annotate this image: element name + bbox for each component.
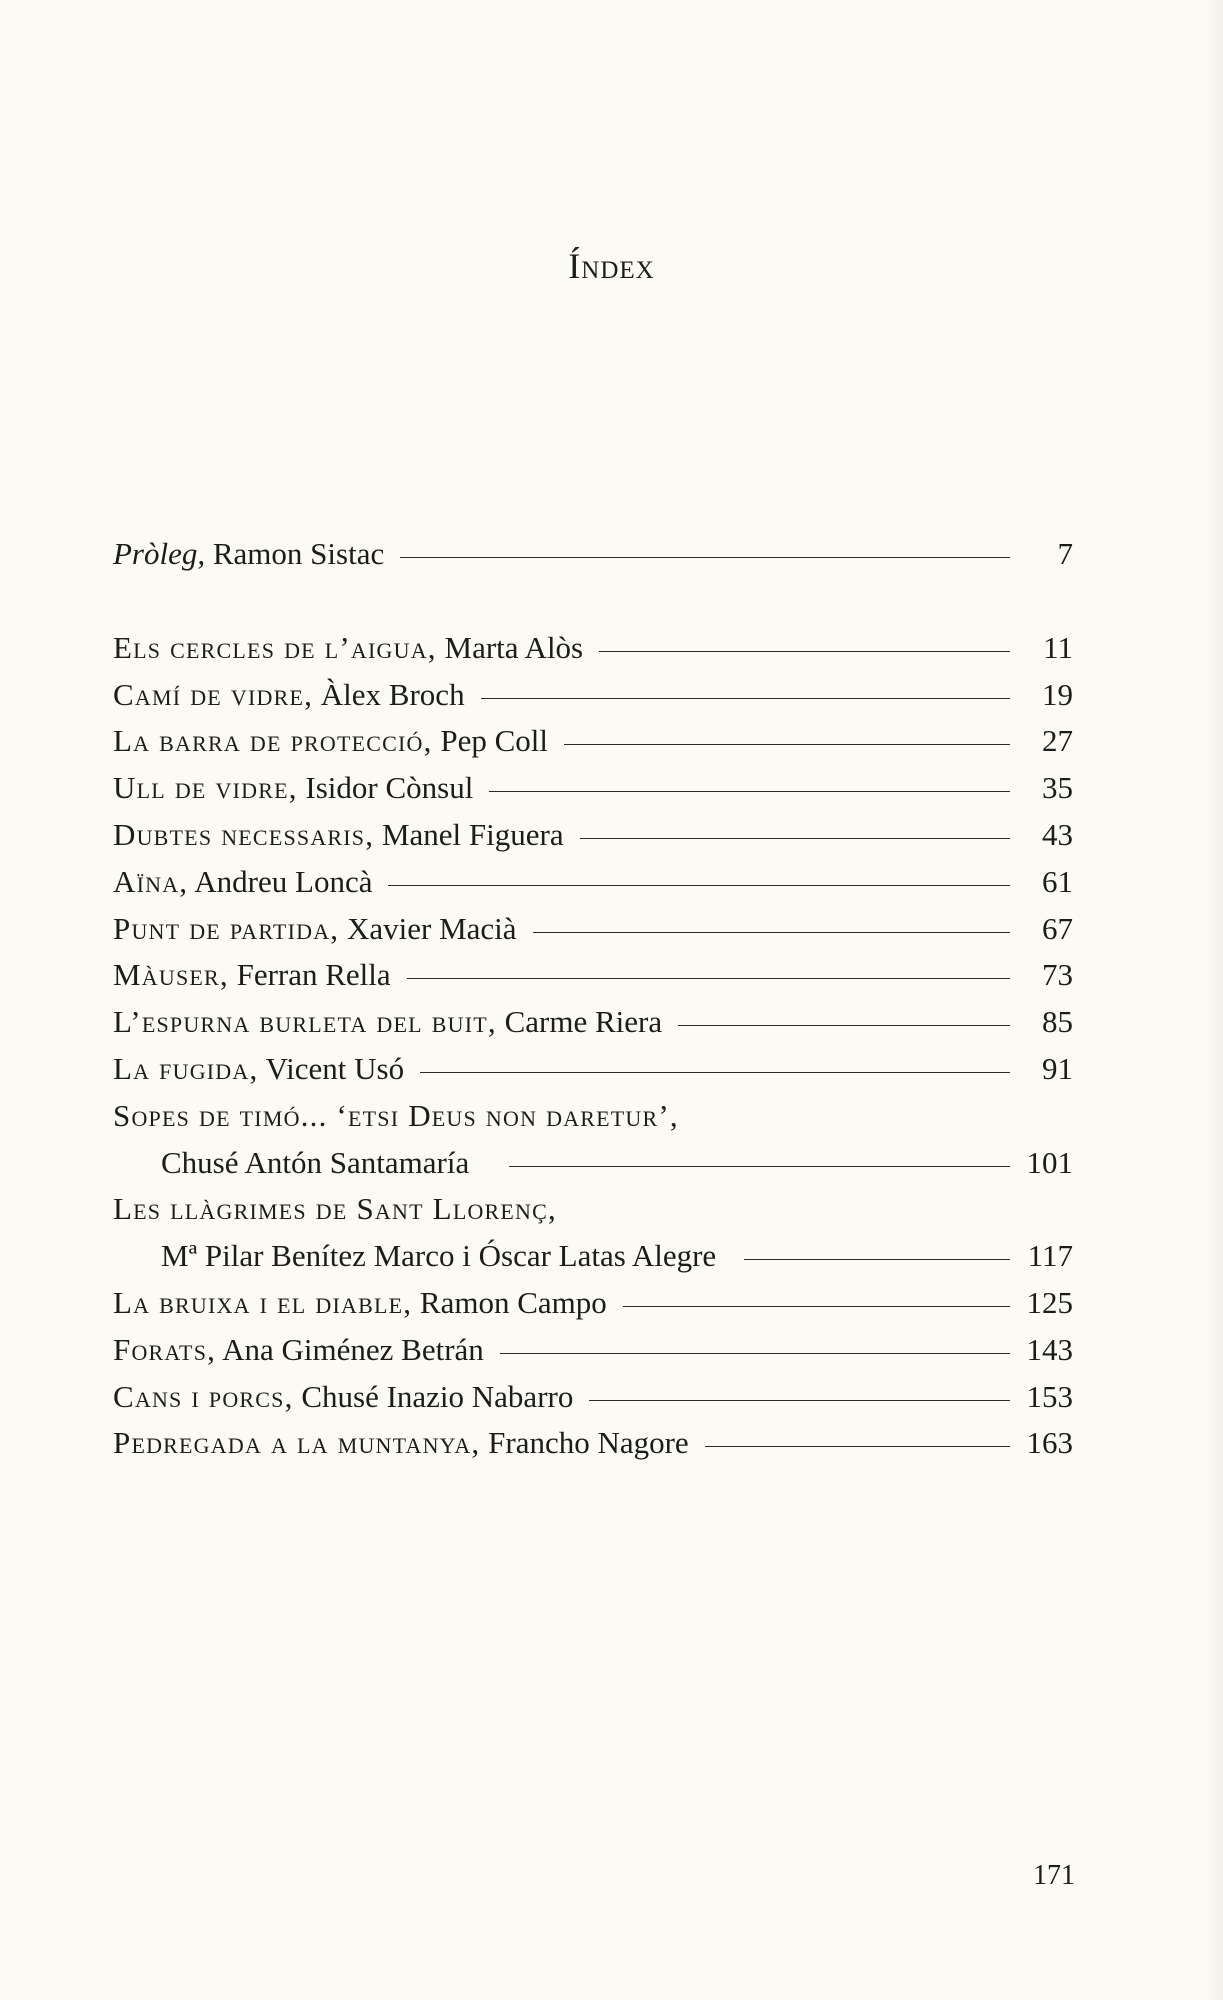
story-author: Àlex Broch bbox=[313, 676, 465, 712]
toc-row bbox=[113, 770, 1073, 817]
toc-row bbox=[113, 1051, 1073, 1098]
toc-entry-label bbox=[113, 1051, 404, 1087]
story-author: Pep Coll bbox=[432, 723, 548, 759]
dot-leader bbox=[407, 977, 1010, 979]
story-title: Cans i porcs, bbox=[113, 1378, 294, 1414]
page-number: 27 bbox=[1042, 723, 1073, 759]
toc-entry-label bbox=[113, 957, 391, 993]
story-title: Dubtes necessaris, bbox=[113, 816, 375, 852]
page-edge-shadow bbox=[1205, 0, 1223, 2000]
dot-leader bbox=[589, 1399, 1010, 1401]
story-title: La fugida, bbox=[113, 1050, 259, 1086]
dot-leader bbox=[580, 837, 1010, 839]
dot-leader bbox=[400, 556, 1010, 558]
page-number: 7 bbox=[1057, 536, 1073, 571]
story-title: Sopes de timó... ‘etsi Deus non daretur’, bbox=[113, 1097, 679, 1133]
toc-row bbox=[113, 957, 1073, 1004]
toc-row bbox=[113, 1379, 1073, 1426]
page-number: 85 bbox=[1042, 1004, 1073, 1040]
toc-row bbox=[113, 677, 1073, 724]
toc-row bbox=[113, 1332, 1073, 1379]
dot-leader bbox=[489, 790, 1010, 792]
page-number: 11 bbox=[1043, 629, 1073, 665]
story-author: Ferran Rella bbox=[228, 957, 391, 993]
toc-entry-label bbox=[113, 1379, 573, 1415]
dot-leader bbox=[678, 1024, 1010, 1026]
story-author: Carme Riera bbox=[496, 1004, 663, 1040]
page-number: 125 bbox=[1026, 1284, 1073, 1320]
story-author: Isidor Cònsul bbox=[297, 770, 474, 806]
page-number: 19 bbox=[1042, 676, 1073, 712]
dot-leader bbox=[509, 1165, 1010, 1167]
toc-entry-label bbox=[113, 1425, 689, 1461]
dot-leader bbox=[623, 1305, 1010, 1307]
toc-row bbox=[113, 1004, 1073, 1051]
story-title: Les llàgrimes de Sant Llorenç, bbox=[113, 1191, 557, 1227]
toc-entry-label bbox=[113, 630, 583, 666]
story-title: Camí de vidre, bbox=[113, 676, 314, 712]
toc-row bbox=[113, 817, 1073, 864]
page-number: 143 bbox=[1026, 1331, 1073, 1367]
toc-row bbox=[113, 911, 1073, 958]
story-author: Ana Giménez Betrán bbox=[216, 1331, 484, 1367]
story-title: L’espurna burleta del buit, bbox=[113, 1004, 497, 1040]
story-title: Els cercles de l’aigua, bbox=[113, 629, 437, 665]
dot-leader bbox=[564, 743, 1010, 745]
dot-leader bbox=[388, 884, 1010, 886]
toc-entry-label bbox=[113, 817, 564, 853]
table-of-contents bbox=[113, 536, 1073, 1472]
toc-entry-label bbox=[113, 677, 465, 713]
story-author: Mª Pilar Benítez Marco i Óscar Latas Alegre bbox=[161, 1238, 717, 1274]
toc-entry-label bbox=[113, 536, 384, 572]
dot-leader bbox=[420, 1071, 1010, 1073]
toc-entry-label bbox=[113, 770, 473, 806]
story-title: La bruixa i el diable, bbox=[113, 1284, 413, 1320]
story-author: Francho Nagore bbox=[480, 1425, 689, 1461]
dot-leader bbox=[744, 1258, 1010, 1260]
toc-row bbox=[113, 1285, 1073, 1332]
page-number: 91 bbox=[1042, 1050, 1073, 1086]
dot-leader bbox=[500, 1352, 1010, 1354]
story-author: Chusé Inazio Nabarro bbox=[293, 1378, 574, 1414]
dot-leader bbox=[599, 650, 1010, 652]
prologue-author: Ramon Sistac bbox=[205, 536, 385, 571]
page-number: 163 bbox=[1026, 1425, 1073, 1461]
page-number: 43 bbox=[1042, 816, 1073, 852]
toc-entry-label bbox=[113, 1285, 607, 1321]
story-title: Màuser, bbox=[113, 957, 229, 993]
toc-entry-label bbox=[113, 1004, 662, 1040]
toc-row-title-line bbox=[113, 1191, 1073, 1238]
story-title: Ull de vidre, bbox=[113, 770, 298, 806]
page-number: 67 bbox=[1042, 910, 1073, 946]
story-author: Xavier Macià bbox=[339, 910, 517, 946]
toc-entry-label bbox=[113, 1332, 484, 1368]
dot-leader bbox=[533, 931, 1010, 933]
page-number: 101 bbox=[1026, 1144, 1073, 1180]
toc-row-author-line bbox=[113, 1238, 1073, 1285]
page-number: 117 bbox=[1027, 1238, 1073, 1274]
story-author: Chusé Antón Santamaría bbox=[161, 1144, 470, 1180]
toc-entry-label bbox=[113, 911, 517, 947]
page-number: 61 bbox=[1042, 863, 1073, 899]
page-number: 73 bbox=[1042, 957, 1073, 993]
toc-row-title-line bbox=[113, 1098, 1073, 1145]
dot-leader bbox=[481, 697, 1010, 699]
story-title: La barra de protecció, bbox=[113, 723, 433, 759]
story-title: Aïna, bbox=[113, 863, 189, 899]
page-title: Índex bbox=[568, 246, 655, 286]
toc-row bbox=[113, 1425, 1073, 1472]
toc-row bbox=[113, 630, 1073, 677]
story-author: Manel Figuera bbox=[374, 816, 564, 852]
dot-leader bbox=[705, 1445, 1010, 1447]
story-title: Forats, bbox=[113, 1331, 217, 1367]
story-title: Pedregada a la muntanya, bbox=[113, 1425, 481, 1461]
page-folio-number: 171 bbox=[1033, 1860, 1075, 1891]
story-author: Andreu Loncà bbox=[188, 863, 373, 899]
toc-row bbox=[113, 864, 1073, 911]
prologue-label: Pròleg, bbox=[113, 536, 206, 571]
toc-row-prologue bbox=[113, 536, 1073, 583]
toc-entry-label bbox=[113, 864, 372, 900]
toc-row bbox=[113, 723, 1073, 770]
story-author: Vicent Usó bbox=[258, 1050, 405, 1086]
toc-entry-label bbox=[113, 723, 548, 759]
toc-row-author-line bbox=[113, 1145, 1073, 1192]
story-author: Marta Alòs bbox=[436, 629, 584, 665]
page-number: 35 bbox=[1042, 770, 1073, 806]
page-number: 153 bbox=[1026, 1378, 1073, 1414]
story-author: Ramon Campo bbox=[412, 1284, 607, 1320]
story-title: Punt de partida, bbox=[113, 910, 340, 946]
